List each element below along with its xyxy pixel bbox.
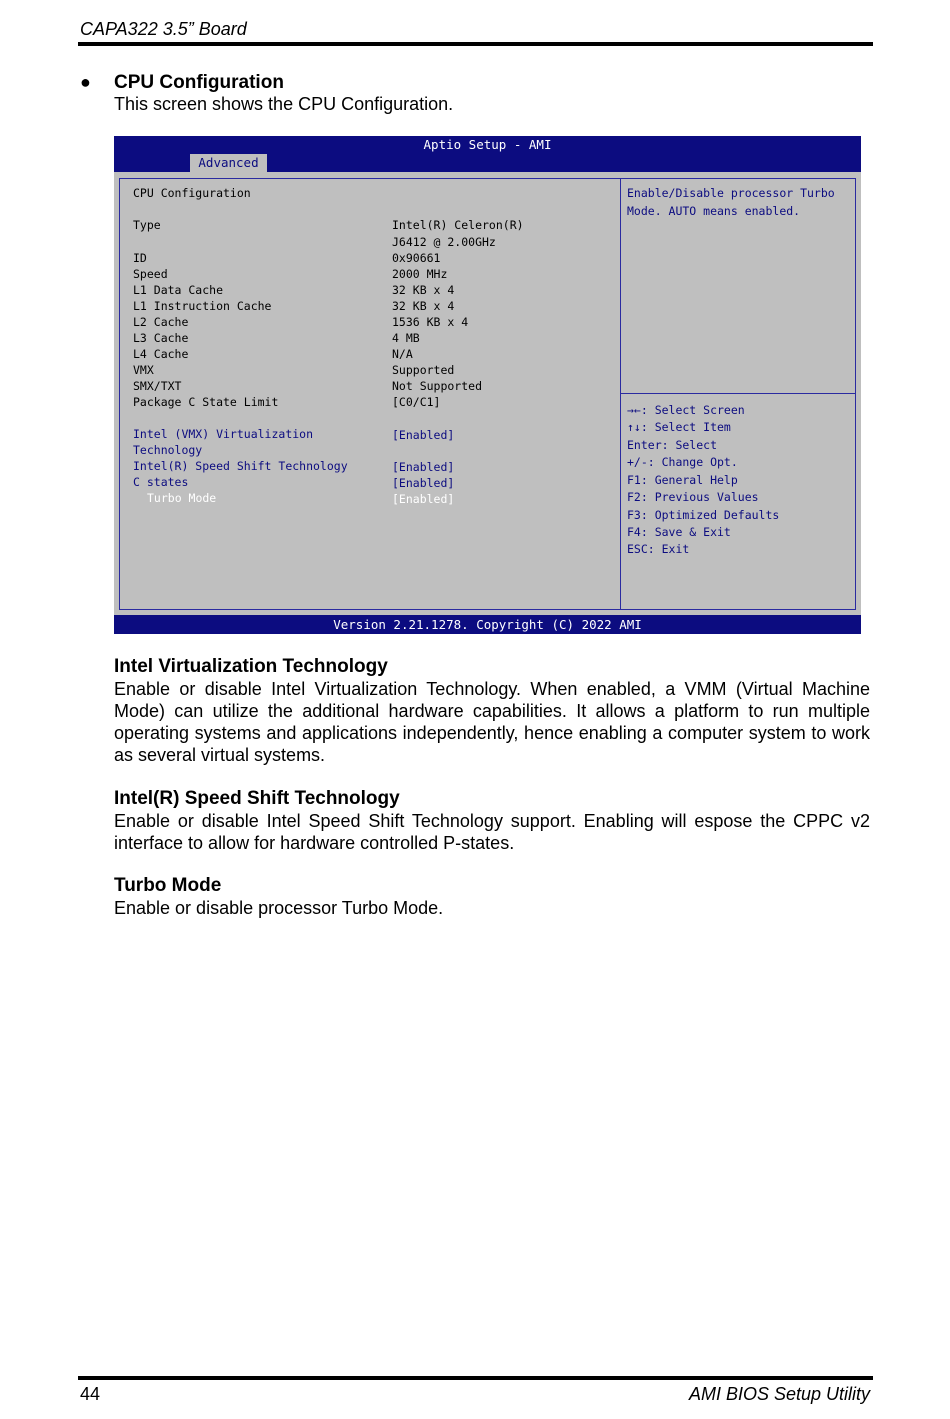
bios-label: L1 Instruction Cache [133,299,272,313]
bios-label: SMX/TXT [133,379,182,393]
bios-help-text: Mode. AUTO means enabled. [627,204,801,218]
bios-key-legend: ESC: Exit [627,542,690,556]
header-rule [78,42,873,46]
bios-value: N/A [392,347,413,361]
footer-title: AMI BIOS Setup Utility [688,1384,870,1404]
bios-option-speed-shift-value[interactable]: [Enabled] [392,460,455,474]
bios-key-legend: +/-: Change Opt. [627,455,738,469]
bios-value: Supported [392,363,455,377]
bios-value: 0x90661 [392,251,441,265]
section-title: CPU Configuration [114,72,284,93]
bios-label: L2 Cache [133,315,189,329]
bios-option-vmx[interactable]: Intel (VMX) Virtualization [133,427,314,441]
bios-value: Intel(R) Celeron(R) [392,218,524,232]
bios-tab-advanced[interactable]: Advanced [190,154,267,172]
bios-option-vmx-value[interactable]: [Enabled] [392,428,455,442]
section-description: This screen shows the CPU Configuration. [114,94,454,114]
description-body: Enable or disable processor Turbo Mode. [114,898,444,918]
bios-value: 1536 KB x 4 [392,315,469,329]
description-body: Enable or disable Intel Speed Shift Technology support. Enabling will espose the CPPC v2 interface to allow for hardware controlled P-states. [114,811,870,853]
bios-label: L1 Data Cache [133,283,224,297]
bios-label: Speed [133,267,168,281]
footer-rule [78,1376,873,1380]
bios-label: L4 Cache [133,347,189,361]
bios-title: Aptio Setup - AMI [423,137,552,152]
bios-vertical-divider [620,178,621,610]
bios-key-legend: F4: Save & Exit [627,525,731,539]
bios-key-legend: F1: General Help [627,473,738,487]
bios-value: [C0/C1] [392,395,441,409]
bios-option-turbo-mode[interactable]: Turbo Mode [147,491,217,505]
bios-help-text: Enable/Disable processor Turbo [627,186,835,200]
bios-label: VMX [133,363,154,377]
bios-key-legend: Enter: Select [627,438,718,452]
bios-page-heading: CPU Configuration [133,186,251,200]
bios-option-c-states[interactable]: C states [133,475,189,489]
bios-label: ID [133,251,147,265]
description-title: Turbo Mode [114,875,222,896]
bios-value: Not Supported [392,379,483,393]
description-body: Enable or disable Intel Virtualization Technology. When enabled, a VMM (Virtual Machine Mode) can utilize the additional hardware capabilities. It allows a platform to run multiple operating systems and applications independently, hence enabling a computer system to work as several virtual systems. [114,679,870,765]
bios-key-legend: →←: Select Screen [627,403,745,417]
bios-option-c-states-value[interactable]: [Enabled] [392,476,455,490]
bios-value: J6412 @ 2.00GHz [392,235,496,249]
bios-help-divider [621,393,855,394]
page-number: 44 [80,1384,101,1404]
bios-value: 32 KB x 4 [392,283,455,297]
bios-option-turbo-mode-value[interactable]: [Enabled] [392,492,455,506]
description-title: Intel(R) Speed Shift Technology [114,788,400,809]
bios-value: 32 KB x 4 [392,299,455,313]
bios-version: Version 2.21.1278. Copyright (C) 2022 AMI [333,617,642,632]
bios-label: Type [133,218,161,232]
bios-screenshot [114,136,861,634]
description-title: Intel Virtualization Technology [114,656,388,677]
bios-label: Package C State Limit [133,395,279,409]
bios-key-legend: ↑↓: Select Item [627,420,731,434]
bios-label: L3 Cache [133,331,189,345]
bios-key-legend: F2: Previous Values [627,490,759,504]
bios-key-legend: F3: Optimized Defaults [627,508,780,522]
bios-option-vmx-line2[interactable]: Technology [133,443,203,457]
bullet-icon: ● [80,72,91,92]
bios-value: 4 MB [392,331,420,345]
bios-value: 2000 MHz [392,267,448,281]
bios-option-speed-shift[interactable]: Intel(R) Speed Shift Technology [133,459,348,473]
document-header-title: CAPA322 3.5” Board [80,19,247,39]
